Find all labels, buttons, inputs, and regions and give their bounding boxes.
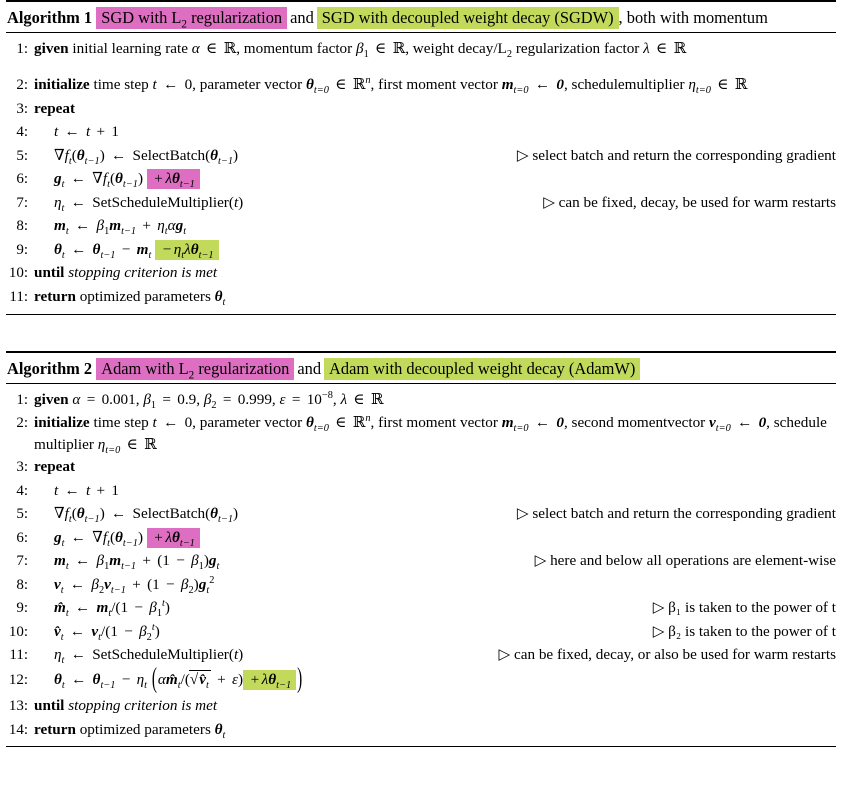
table-row (6, 597, 836, 620)
line-content: $v̂_t$ ← $v_t/(1 - \beta_2^t)$ (54, 621, 160, 643)
line-number: 12: (8, 672, 28, 689)
algorithm-2-label: Algorithm 2 (7, 358, 93, 378)
line-number: 10: (8, 265, 28, 282)
line-content: $g_t$ ← $\nabla f_t(\theta_{t-1}) + \lambda\theta_{t-1}$ (34, 168, 200, 190)
line-number: 9: (16, 241, 28, 258)
line-comment: ▷ can be fixed, decay, be used for warm restarts (543, 193, 836, 211)
line-content: $\theta_t$ ← $\theta_{t-1} - \eta_t$ ($\alpha m̂_t/(√v̂_t + \varepsilon) + \lambda\theta_{t-1}$ ) (54, 662, 303, 695)
table-row (6, 620, 836, 643)
until-condition: stopping criterion is met (68, 264, 218, 282)
line-content: $\nabla f_t(\theta_{t-1})$ ← $SelectBatch(\theta_{t-1})$ (54, 146, 239, 167)
line-comment: ▷ can be fixed, decay, or also be used for warm restarts (498, 646, 836, 664)
line-number: 14: (8, 721, 28, 738)
highlighted-term: + $\lambda\theta_{t-1}$ (243, 670, 296, 690)
line-number: 6: (16, 171, 28, 188)
algorithm-1-label: Algorithm 1 (7, 8, 93, 27)
line-content: $\nabla f_t(\theta_{t-1})$ ← $SelectBatch(\theta_{t-1})$ (54, 505, 239, 526)
algorithm-1-title-tail: , both with momentum (618, 8, 768, 27)
table-row (6, 215, 836, 238)
highlighted-term: + $\lambda\theta_{t-1}$ (147, 169, 200, 189)
line-comment: ▷ select batch and return the corresponding gradient (516, 505, 836, 523)
table-row (6, 662, 836, 695)
algorithm-gap (6, 315, 836, 351)
table-row (6, 479, 836, 502)
line-content: $\eta_t$ ← SetScheduleMultiplier(t) (54, 646, 244, 667)
line-content: $m_t$ ← $\beta_1m_{t-1} + \eta_t\alpha g_t$ (54, 217, 187, 238)
spacer (6, 61, 836, 74)
table-row (6, 191, 836, 214)
line-number: 1: (16, 40, 28, 57)
line-number: 11: (9, 288, 28, 305)
line-number: 3: (16, 459, 28, 476)
table-row (6, 121, 836, 144)
table-row (6, 388, 836, 411)
table-row (6, 694, 836, 717)
algorithm-2-title-conj: and (297, 358, 322, 378)
table-row (6, 262, 836, 285)
line-number: 3: (16, 100, 28, 117)
table-row (6, 97, 836, 120)
algorithm-2-block (6, 351, 836, 748)
table-row (6, 285, 836, 308)
line-content: given initial learning rate α ∈ ℝ, momentum factor $\beta_1$ ∈ ℝ, weight decay/$L_2$ regularization factor λ ∈ ℝ (34, 38, 687, 60)
line-number: 2: (16, 415, 28, 432)
table-row (6, 644, 836, 667)
table-row (6, 37, 836, 60)
algorithm-1-body (6, 33, 836, 313)
table-row (6, 144, 836, 167)
table-row (6, 238, 836, 261)
line-content: $g_t$ ← $\nabla f_t(\theta_{t-1}) + \lambda\theta_{t-1}$ (34, 527, 200, 549)
table-row (6, 168, 836, 191)
line-content: repeat (34, 99, 76, 117)
algorithm-1-title (6, 2, 836, 32)
table-row (6, 503, 836, 526)
algorithm-2-bottom-rule (6, 746, 836, 747)
line-content: until stopping criterion is met (34, 264, 218, 282)
algorithm-1-title-conj: and (290, 8, 314, 27)
algorithm-2-title (6, 353, 836, 383)
line-number: 5: (16, 506, 28, 523)
line-content: t ← t + 1 (54, 123, 120, 141)
table-row (6, 526, 836, 549)
line-number: 7: (16, 553, 28, 570)
table-row (6, 550, 836, 573)
line-number: 4: (16, 124, 28, 141)
line-number: 7: (16, 194, 28, 211)
line-number: 6: (16, 529, 28, 546)
until-condition: stopping criterion is met (68, 697, 218, 715)
line-comment: ▷ select batch and return the corresponding gradient (516, 146, 836, 164)
highlighted-term: + $\lambda\theta_{t-1}$ (147, 528, 200, 548)
line-content: initialize time step t ← 0, parameter vector $\theta_{t=0}$ ∈ ℝ$^n$, first moment vector $m_{t=0}$ ← 0, schedulemultiplier $\eta_{t=0}$ ∈ ℝ (34, 75, 748, 97)
table-row (6, 718, 836, 741)
algorithm-1-title-pink: SGD with $L_2$ regularization (96, 7, 287, 29)
line-number: 1: (16, 391, 28, 408)
line-content: return optimized parameters $\theta_t$ (34, 287, 226, 308)
line-number: 8: (16, 576, 28, 593)
highlighted-term: − $\eta_t\lambda\theta_{t-1}$ (155, 240, 218, 260)
line-content: given α = 0.001, $\beta_1 = 0.9$, $\beta_2 = 0.999$, $\varepsilon = 10^{-8}$, λ ∈ ℝ (34, 389, 384, 411)
line-content: $m̂_t$ ← $m_t/(1 - \beta_1^t)$ (54, 598, 170, 620)
line-comment: ▷ here and below all operations are element-wise (534, 552, 836, 570)
table-row (6, 74, 836, 97)
line-number: 4: (16, 482, 28, 499)
table-row (6, 456, 836, 479)
algorithm-2-title-green: Adam with decoupled weight decay (AdamW) (324, 358, 640, 380)
line-number: 8: (16, 218, 28, 235)
algorithm-2-body (6, 384, 836, 746)
line-number: 10: (8, 623, 28, 640)
line-content: repeat (34, 458, 76, 476)
line-content: t ← t + 1 (54, 481, 120, 499)
line-content: $\theta_t$ ← $\theta_{t-1} - m_t - \eta_t\lambda\theta_{t-1}$ (34, 239, 219, 261)
line-content: return optimized parameters $\theta_t$ (34, 720, 226, 741)
line-comment: ▷ β₁ is taken to the power of t (652, 599, 836, 617)
line-content: $\eta_t$ ← SetScheduleMultiplier(t) (54, 193, 244, 214)
algorithm-1-title-green: SGD with decoupled weight decay (SGDW) (317, 7, 619, 29)
line-number: 13: (8, 698, 28, 715)
line-content: $m_t$ ← $\beta_1m_{t-1} + (1 - \beta_1)g_t$ (54, 552, 220, 573)
line-comment: ▷ β₂ is taken to the power of t (652, 622, 836, 640)
line-content: until stopping criterion is met (34, 697, 218, 715)
line-content: initialize time step t ← 0, parameter vector $\theta_{t=0}$ ∈ ℝ$^n$, first moment vector $m_{t=0}$ ← 0, second momentvector $v_{t=0}$ ← 0, schedule multiplier $\eta_{t=0}$ ∈ ℝ (34, 413, 827, 456)
table-row (6, 573, 836, 596)
line-content: $v_t$ ← $\beta_2v_{t-1} + (1 - \beta_2)g_t^2$ (54, 574, 215, 596)
line-number: 2: (16, 77, 28, 94)
line-number: 9: (16, 600, 28, 617)
algorithm-1-block (6, 0, 836, 315)
table-row (6, 411, 836, 455)
line-number: 5: (16, 147, 28, 164)
line-number: 11: (9, 647, 28, 664)
algorithm-2-title-pink: Adam with $L_2$ regularization (96, 358, 294, 380)
